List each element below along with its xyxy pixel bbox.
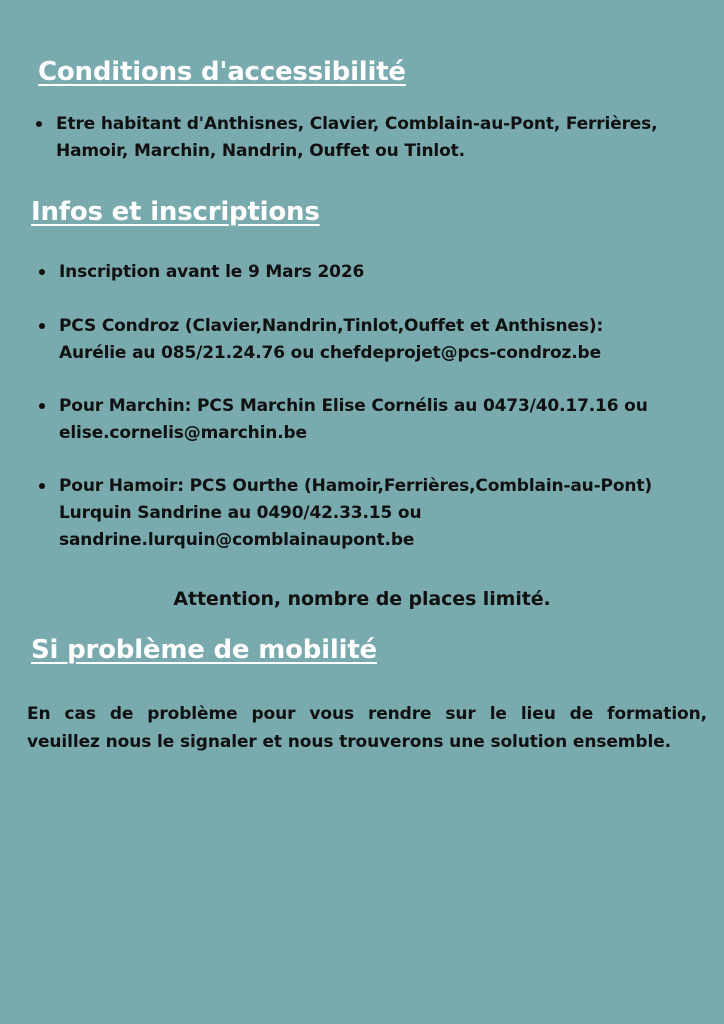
infos-item-line: PCS Condroz (Clavier,Nandrin,Tinlot,Ouffet et Anthisnes): [59, 316, 604, 336]
mobility-paragraph-line: veuillez nous le signaler et nous trouverons une solution ensemble. [27, 732, 671, 752]
conditions-item-line: Hamoir, Marchin, Nandrin, Ouffet ou Tinlot. [56, 141, 465, 161]
conditions-list [34, 111, 657, 165]
infos-item-line: Pour Marchin: PCS Marchin Elise Cornélis au 0473/40.17.16 ou [59, 396, 648, 416]
mobility-paragraph [27, 700, 707, 756]
infos-item-line: Lurquin Sandrine au 0490/42.33.15 ou [59, 503, 422, 523]
conditions-item-residents [34, 111, 657, 165]
mobility-heading: Si problème de mobilité [31, 635, 377, 665]
infos-item-deadline [37, 259, 652, 286]
mobility-paragraph-line: En cas de problème pour vous rendre sur le lieu de formation, [27, 704, 707, 724]
places-limited-notice: Attention, nombre de places limité. [173, 588, 551, 610]
infos-item-line: Aurélie au 085/21.24.76 ou chefdeprojet@pcs-condroz.be [59, 343, 601, 363]
conditions-heading: Conditions d'accessibilité [38, 57, 406, 87]
infos-item-line: Pour Hamoir: PCS Ourthe (Hamoir,Ferrières,Comblain-au-Pont) [59, 476, 652, 496]
infos-item-pcs-condroz [37, 313, 652, 367]
infos-list [37, 259, 652, 580]
infos-item-marchin [37, 393, 652, 447]
infos-item-line: sandrine.lurquin@comblainaupont.be [59, 530, 415, 550]
infos-item-line: Inscription avant le 9 Mars 2026 [59, 262, 365, 282]
infos-heading: Infos et inscriptions [31, 197, 320, 227]
conditions-item-line: Etre habitant d'Anthisnes, Clavier, Comblain-au-Pont, Ferrières, [56, 114, 658, 134]
infos-item-hamoir [37, 473, 652, 554]
infos-item-line: elise.cornelis@marchin.be [59, 423, 307, 443]
